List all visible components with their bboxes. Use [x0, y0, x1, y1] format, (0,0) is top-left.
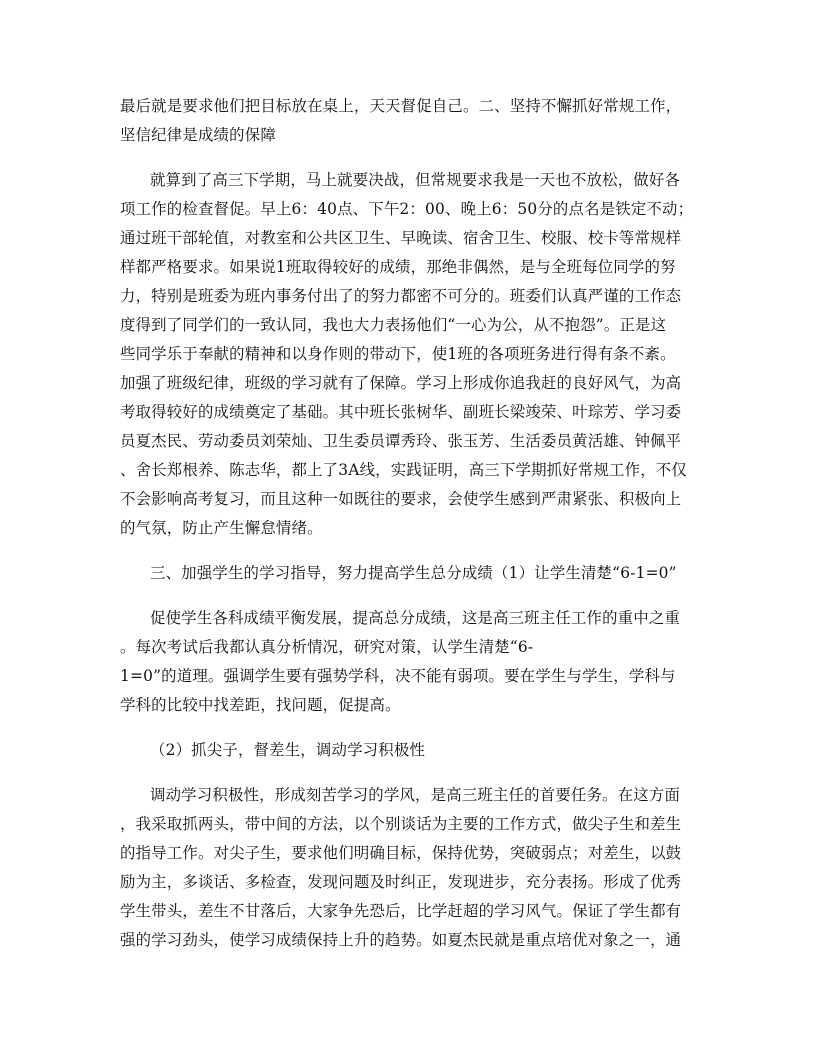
paragraph-gap	[120, 150, 698, 166]
paragraph-2	[120, 166, 698, 543]
text-line: 通过班干部轮值，对教室和公共区卫生、早晚读、宿舍卫生、校服、校卡等常规样	[120, 229, 682, 247]
text-line: 些同学乐于奉献的精神和以身作则的带动下，使1班的各项班务进行得有条不紊。	[120, 345, 676, 363]
document-body	[120, 92, 698, 955]
text-line: 强的学习劲头，使学习成绩保持上升的趋势。如夏杰民就是重点培优对象之一，通	[120, 931, 682, 949]
text-line: 、舍长郑根养、陈志华，都上了3A线，实践证明，高三下学期抓好常规工作，不仅	[120, 461, 687, 479]
paragraph-gap	[120, 720, 698, 736]
text-line: 就算到了高三下学期，马上就要决战，但常规要求我是一天也不放松，做好各	[150, 171, 681, 189]
text-line: 最后就是要求他们把目标放在桌上，天天督促自己。二、坚持不懈抓好常规工作，	[120, 97, 682, 115]
text-line: 的气氛，防止产生懈怠情绪。	[120, 519, 323, 537]
text-line: 加强了班级纪律，班级的学习就有了保障。学习上形成你追我赶的良好风气，为高	[120, 374, 682, 392]
paragraph-4	[120, 604, 698, 720]
text-line: 三、加强学生的学习指导，努力提高学生总分成绩（1）让学生清楚“6-1=0”	[150, 564, 677, 582]
text-line: 坚信纪律是成绩的保障	[120, 126, 276, 144]
text-line: 学生带头，差生不甘落后，大家争先恐后，比学赶超的学习风气。保证了学生都有	[120, 902, 682, 920]
paragraph-gap	[120, 588, 698, 604]
paragraph-6	[120, 781, 698, 955]
text-line: （2）抓尖子，督差生，调动学习积极性	[150, 741, 426, 759]
text-line: 1=0”的道理。强调学生要有强势学科，决不能有弱项。要在学生与学生，学科与	[120, 667, 676, 685]
text-line: 。每次考试后我都认真分析情况，研究对策，认学生清楚“6-	[120, 638, 534, 656]
text-line: ，我采取抓两头，带中间的方法，以个别谈话为主要的工作方式，做尖子生和差生	[120, 815, 682, 833]
subheading-2	[120, 736, 698, 765]
section-heading-3	[120, 559, 698, 588]
text-line: 励为主，多谈话、多检查，发现问题及时纠正，发现进步，充分表扬。形成了优秀	[120, 873, 682, 891]
text-line: 学科的比较中找差距，找问题，促提高。	[120, 696, 401, 714]
text-line: 考取得较好的成绩奠定了基础。其中班长张树华、副班长梁竣荣、叶琮芳、学习委	[120, 403, 682, 421]
text-line: 促使学生各科成绩平衡发展，提高总分成绩，这是高三班主任工作的重中之重	[150, 609, 681, 627]
text-line: 力，特别是班委为班内事务付出了的努力都密不可分的。班委们认真严谨的工作态	[120, 287, 682, 305]
text-line: 的指导工作。对尖子生，要求他们明确目标，保持优势，突破弱点；对差生，以鼓	[120, 844, 682, 862]
text-line: 度得到了同学们的一致认同，我也大力表扬他们“一心为公，从不抱怨”。正是这	[120, 316, 667, 334]
text-line: 员夏杰民、劳动委员刘荣灿、卫生委员谭秀玲、张玉芳、生活委员黄活雄、钟佩平	[120, 432, 682, 450]
text-line: 不会影响高考复习，而且这种一如既往的要求，会使学生感到严肃紧张、积极向上	[120, 490, 682, 508]
text-line: 项工作的检查督促。早上6：40点、下午2：00、晚上6：50分的点名是铁定不动；	[120, 200, 694, 218]
paragraph-gap	[120, 543, 698, 559]
paragraph-1	[120, 92, 698, 150]
paragraph-gap	[120, 765, 698, 781]
text-line: 样都严格要求。如果说1班取得较好的成绩，那绝非偶然，是与全班每位同学的努	[120, 258, 676, 276]
text-line: 调动学习积极性，形成刻苦学习的学风，是高三班主任的首要任务。在这方面	[150, 786, 681, 804]
